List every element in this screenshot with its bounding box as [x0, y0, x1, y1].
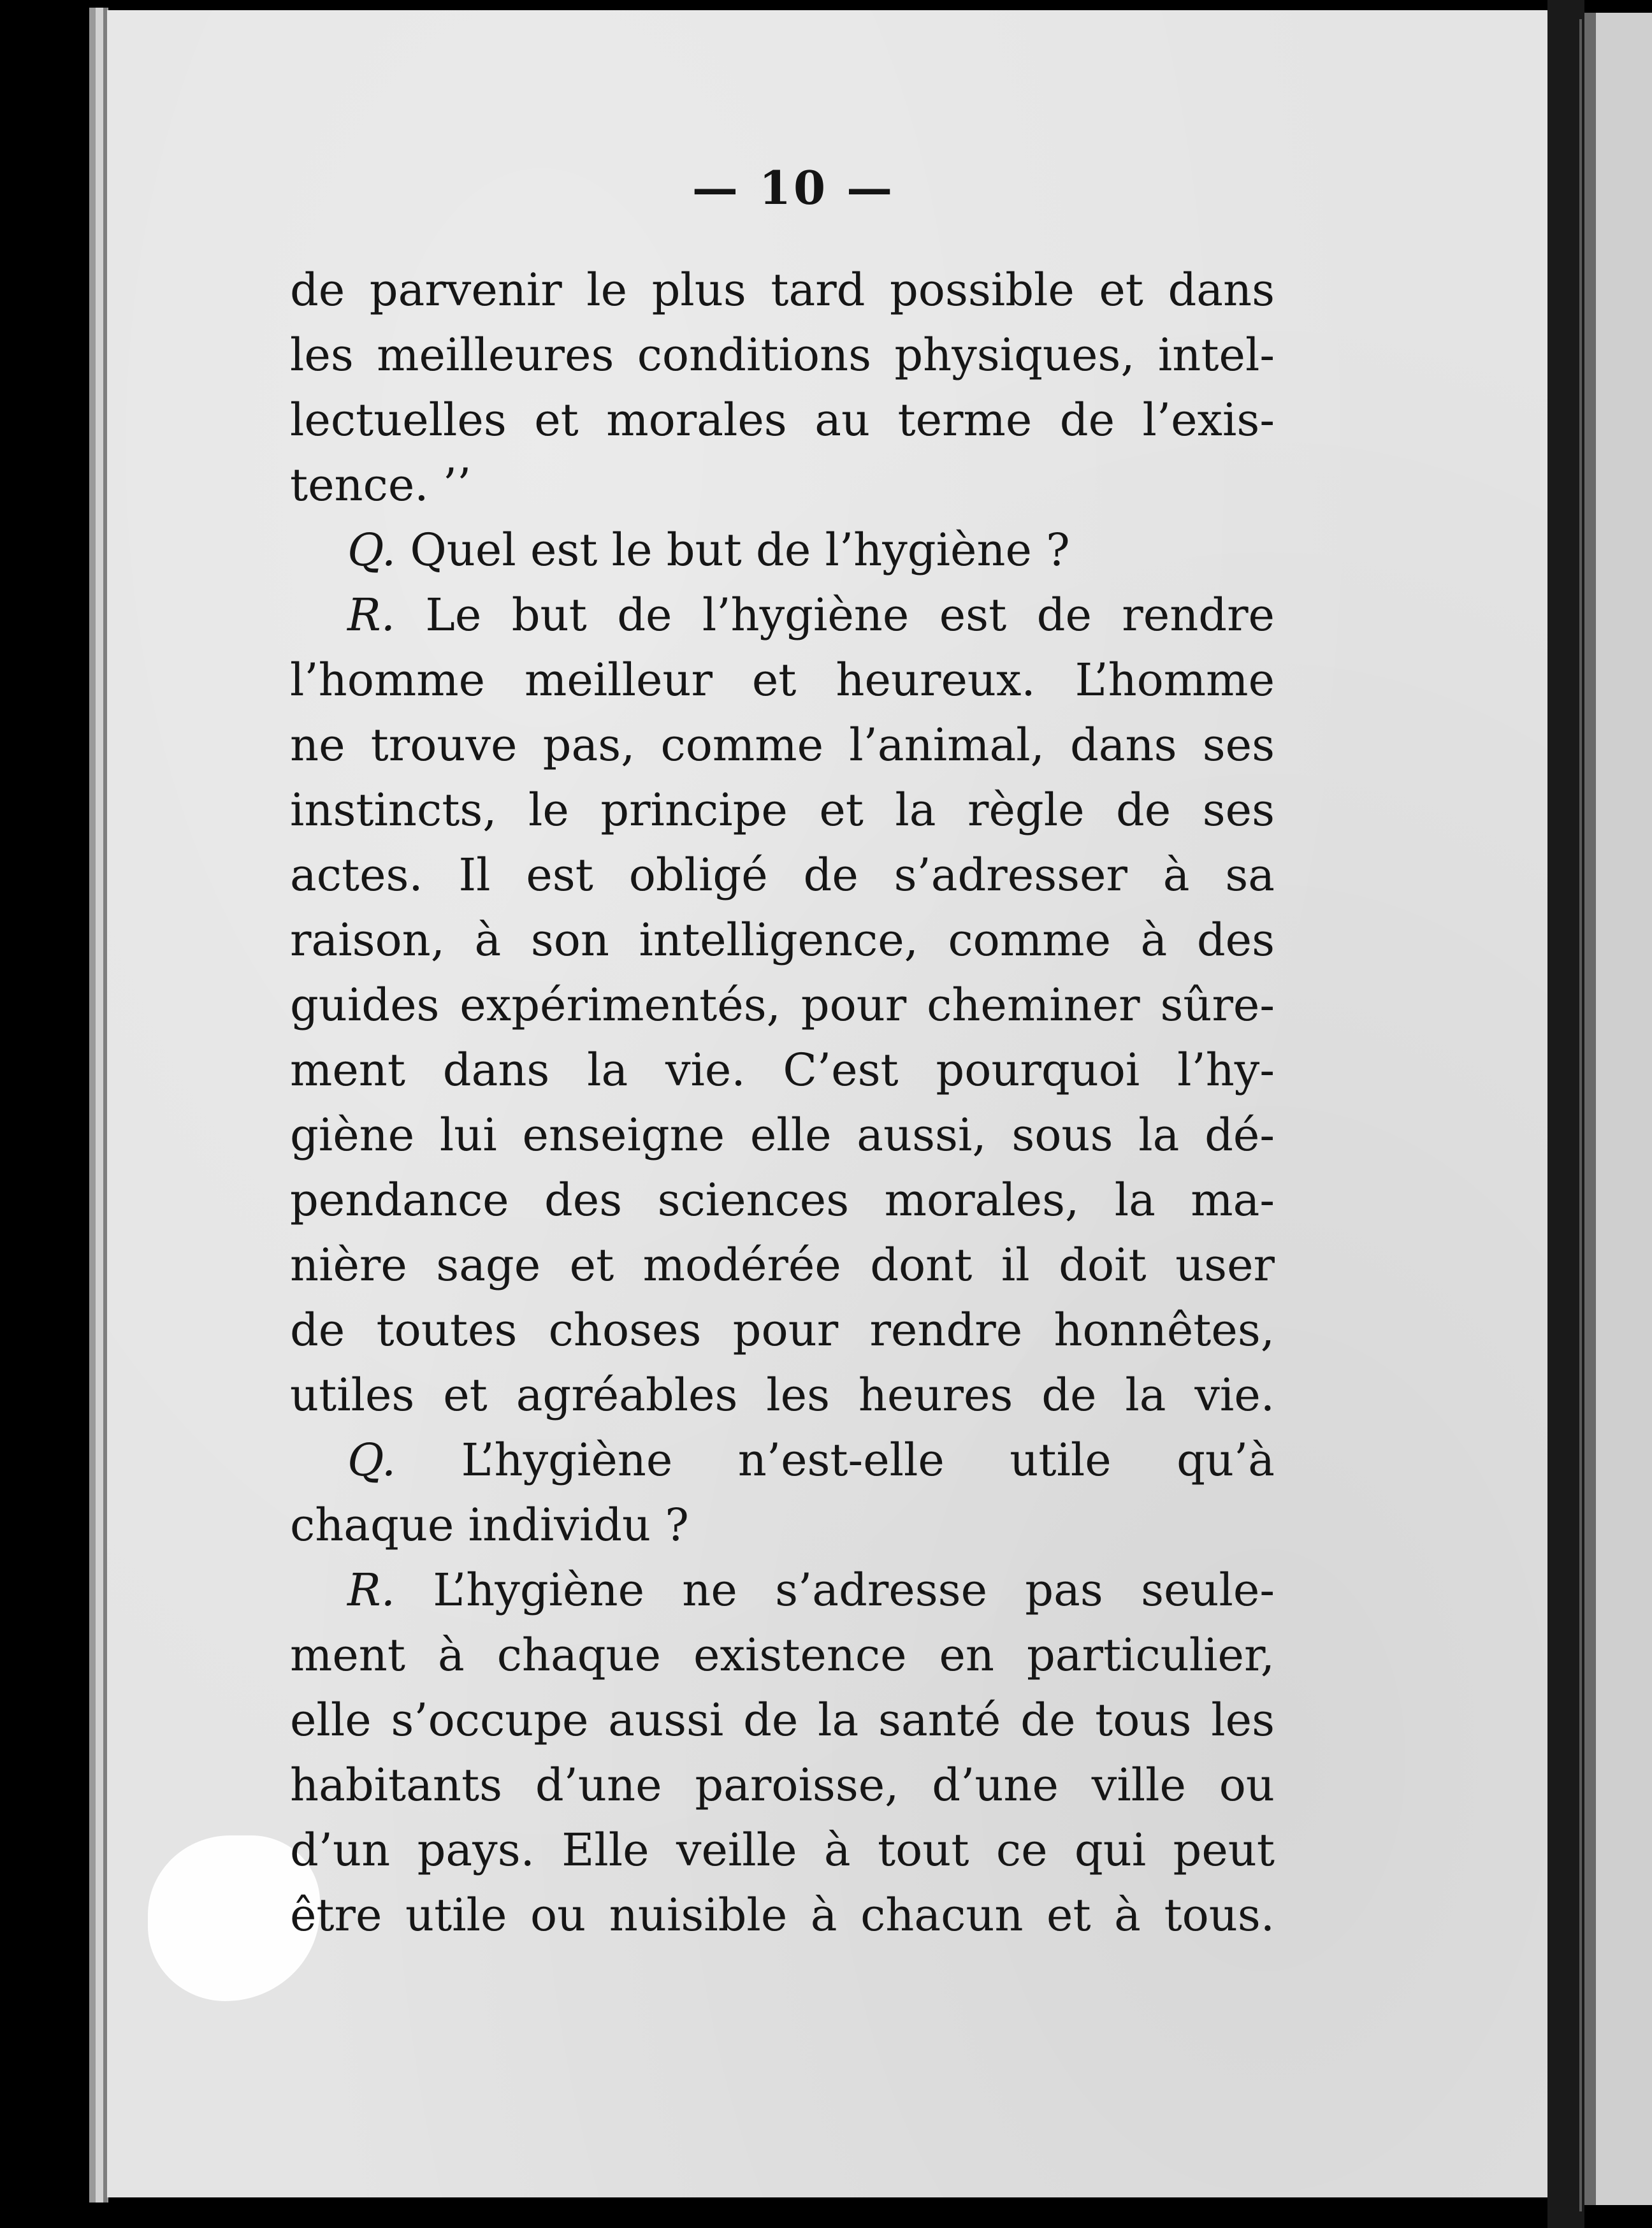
- gutter-line: [1579, 19, 1582, 2211]
- answer-text: L’hygiène ne s’adresse pas seule-: [433, 1564, 1275, 1616]
- text-line: pendance des sciences morales, la ma-: [290, 1174, 1275, 1226]
- question-line: [290, 517, 1275, 582]
- question-marker: Q.: [347, 524, 396, 576]
- text-line: raison, à son intelligence, comme à des: [290, 914, 1275, 966]
- text-line: utiles et agréables les heures de la vie.: [290, 1369, 1275, 1421]
- answer-marker: R.: [347, 1564, 395, 1616]
- text-line: de parvenir le plus tard possible et dans: [290, 264, 1275, 316]
- text-line: instincts, le principe et la règle de ses: [290, 784, 1275, 836]
- text-line: d’un pays. Elle veille à tout ce qui peut: [290, 1824, 1275, 1876]
- answer-marker: R.: [347, 589, 395, 641]
- text-line: ne trouve pas, comme l’animal, dans ses: [290, 719, 1275, 771]
- text-line: ment à chaque existence en particulier,: [290, 1629, 1275, 1681]
- facing-page-shadow: [1584, 13, 1596, 2205]
- question-line: [290, 1428, 1275, 1493]
- text-line: nière sage et modérée dont il doit user: [290, 1239, 1275, 1291]
- text-line: tence. ’’: [290, 459, 472, 511]
- text-line: giène lui enseigne elle aussi, sous la dé-: [290, 1109, 1275, 1161]
- text-line: être utile ou nuisible à chacun et à tous.: [290, 1889, 1275, 1941]
- answer-text: Le but de l’hygiène est de rendre: [425, 589, 1275, 641]
- page-edge: [96, 8, 103, 2203]
- text-line: guides expérimentés, pour cheminer sûre-: [290, 979, 1275, 1031]
- text-line: de toutes choses pour rendre honnêtes,: [290, 1304, 1275, 1356]
- text-line: actes. Il est obligé de s’adresser à sa: [290, 849, 1275, 901]
- text-line: habitants d’une paroisse, d’une ville ou: [290, 1759, 1275, 1811]
- answer-line: [290, 582, 1275, 647]
- question-text: L’hygiène n’est-elle utile qu’à: [461, 1434, 1275, 1486]
- text-line: l’homme meilleur et heureux. L’homme: [290, 654, 1275, 706]
- question-text: Quel est le but de l’hygiène ?: [410, 524, 1070, 576]
- page-number: — 10 —: [692, 161, 895, 215]
- body-text: [290, 257, 1275, 1948]
- text-line: ment dans la vie. C’est pourquoi l’hy-: [290, 1044, 1275, 1096]
- text-line: les meilleures conditions physiques, intel-: [290, 329, 1275, 381]
- text-line: chaque individu ?: [290, 1499, 689, 1551]
- question-marker: Q.: [347, 1434, 396, 1486]
- text-line: elle s’occupe aussi de la santé de tous les: [290, 1694, 1275, 1746]
- answer-line: [290, 1558, 1275, 1623]
- text-line: lectuelles et morales au terme de l’exis-: [290, 394, 1275, 446]
